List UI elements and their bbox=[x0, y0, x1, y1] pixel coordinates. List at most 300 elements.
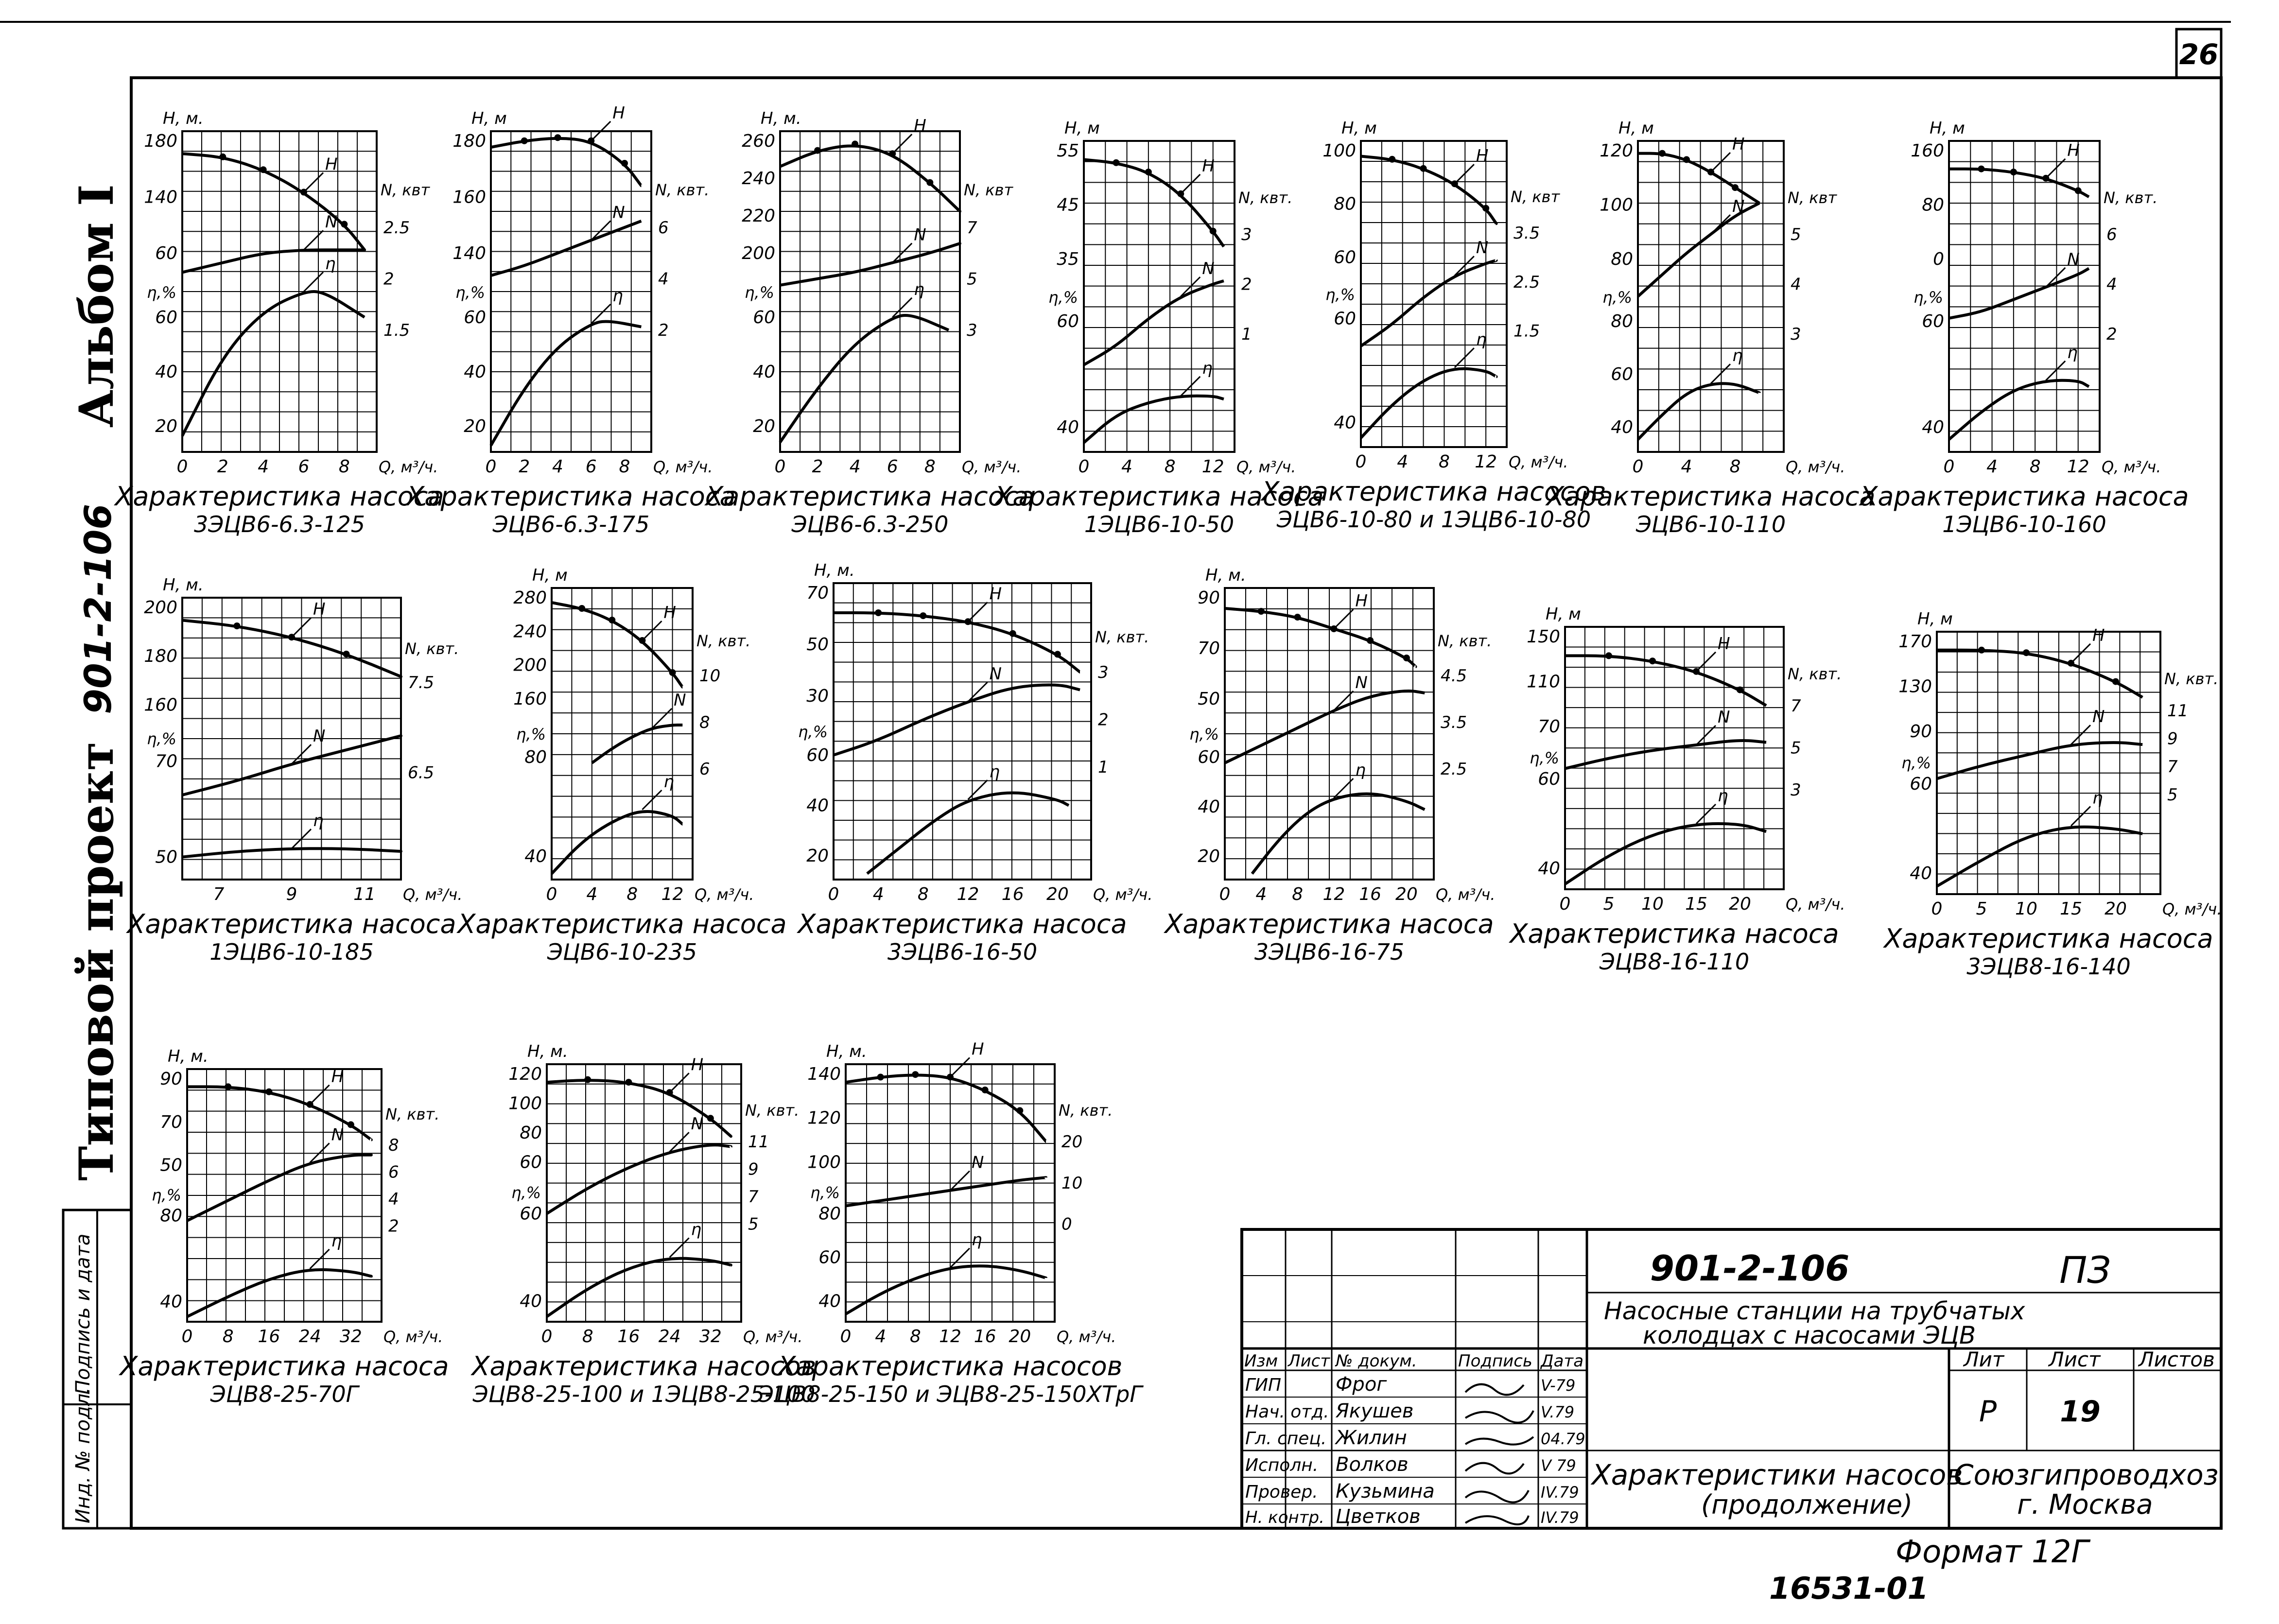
n-tick-label: 4 bbox=[658, 269, 669, 289]
curve-efficiency bbox=[780, 315, 949, 442]
curve-label: Н bbox=[1202, 156, 1215, 176]
eff-tick-label: 40 bbox=[1611, 417, 1633, 437]
n-tick-label: 10 bbox=[1061, 1173, 1083, 1193]
signer-name: Кузьмина bbox=[1336, 1480, 1435, 1503]
x-axis-label: Q, м³/ч. bbox=[743, 1328, 803, 1346]
eff-tick-label: 60 bbox=[1922, 311, 1944, 332]
x-tick-label: 8 bbox=[909, 1327, 921, 1347]
eff-tick-label: 60 bbox=[520, 1204, 542, 1224]
n-tick-label: 11 bbox=[748, 1132, 769, 1152]
x-tick-label: 2 bbox=[519, 457, 530, 477]
curve-head bbox=[1937, 650, 2142, 697]
x-tick-label: 15 bbox=[2060, 899, 2082, 919]
head-data-point bbox=[341, 221, 348, 227]
curve-head bbox=[552, 603, 682, 687]
pump-chart-13 bbox=[1882, 609, 2222, 980]
head-data-point bbox=[555, 134, 561, 141]
head-data-point bbox=[1367, 637, 1374, 644]
x-tick-label: 4 bbox=[258, 457, 269, 477]
chart-caption-line2: 1ЭЦВ6-10-50 bbox=[1084, 511, 1235, 537]
signer-row-0 bbox=[1245, 1373, 1575, 1396]
eff-axis-label: η,% bbox=[1189, 725, 1219, 743]
eff-axis-label: η,% bbox=[1901, 753, 1931, 772]
h-tick-label: 100 bbox=[1322, 141, 1356, 161]
eff-tick-label: 40 bbox=[1538, 858, 1560, 879]
h-tick-label: 70 bbox=[1198, 639, 1220, 658]
n-tick-label: 2 bbox=[1098, 710, 1109, 730]
x-axis-label: Q, м³/ч. bbox=[653, 458, 713, 476]
h-axis-label: Н, м. bbox=[826, 1042, 867, 1061]
h-tick-label: 80 bbox=[520, 1123, 542, 1143]
eff-tick-label: 40 bbox=[1922, 417, 1944, 437]
curve-efficiency bbox=[1565, 824, 1766, 884]
head-data-point bbox=[982, 1087, 989, 1093]
x-tick-label: 4 bbox=[1121, 457, 1133, 477]
curve-label: N bbox=[331, 1125, 344, 1145]
curve-label: η bbox=[1732, 346, 1743, 366]
x-axis-label: Q, м³/ч. bbox=[2162, 900, 2222, 918]
x-tick-label: 20 bbox=[1395, 884, 1418, 904]
x-tick-label: 12 bbox=[2067, 457, 2089, 477]
eff-axis-label: η,% bbox=[147, 729, 176, 748]
n-tick-label: 5 bbox=[2167, 785, 2178, 805]
head-data-point bbox=[920, 612, 926, 619]
stage-value: Р bbox=[1979, 1395, 1997, 1429]
head-data-point bbox=[1403, 655, 1410, 661]
x-tick-label: 2 bbox=[812, 457, 823, 477]
curve-label: N bbox=[989, 664, 1002, 684]
eff-tick-label: 40 bbox=[806, 795, 829, 816]
signer-row-3 bbox=[1245, 1453, 1576, 1476]
x-tick-label: 32 bbox=[339, 1327, 362, 1347]
signer-row-1 bbox=[1245, 1400, 1574, 1422]
h-tick-label: 35 bbox=[1057, 249, 1079, 270]
h-axis-label: Н, м bbox=[532, 566, 568, 585]
pump-chart-7 bbox=[1858, 119, 2189, 537]
curve-efficiency bbox=[182, 292, 365, 436]
n-tick-label: 7 bbox=[2167, 757, 2178, 777]
n-axis-label: N, квт. bbox=[745, 1101, 800, 1120]
curve-head bbox=[1565, 656, 1766, 706]
x-tick-label: 20 bbox=[1009, 1327, 1031, 1347]
x-tick-label: 0 bbox=[774, 457, 786, 477]
eff-tick-label: 60 bbox=[464, 307, 486, 328]
chart-caption-line1: Характеристика насоса bbox=[1884, 923, 2213, 954]
head-data-point bbox=[912, 1071, 919, 1078]
x-tick-label: 12 bbox=[1322, 884, 1345, 904]
x-axis-label: Q, м³/ч. bbox=[1786, 895, 1845, 914]
sheet-value: 19 bbox=[2060, 1395, 2101, 1429]
head-data-point bbox=[1210, 228, 1217, 235]
x-tick-label: 6 bbox=[298, 457, 310, 477]
x-tick-label: 6 bbox=[585, 457, 597, 477]
curve-label: η bbox=[914, 279, 924, 299]
curve-efficiency bbox=[1084, 396, 1224, 443]
head-data-point bbox=[1258, 608, 1265, 615]
curve-leader-line bbox=[950, 1058, 970, 1077]
n-tick-label: 2.5 bbox=[1514, 272, 1540, 292]
curve-power bbox=[182, 736, 401, 795]
curve-power bbox=[780, 243, 960, 285]
h-tick-label: 45 bbox=[1057, 195, 1079, 215]
pump-chart-4 bbox=[993, 119, 1323, 537]
h-tick-label: 70 bbox=[160, 1112, 182, 1132]
h-tick-label: 100 bbox=[1600, 195, 1633, 215]
chart-caption-line1: Характеристика насосов bbox=[1261, 476, 1606, 507]
signer-role: Н. контр. bbox=[1245, 1508, 1324, 1527]
header-change: Изм bbox=[1244, 1351, 1278, 1371]
x-axis-label: Q, м³/ч. bbox=[2102, 458, 2161, 476]
head-data-point bbox=[1649, 657, 1656, 664]
h-tick-label: 160 bbox=[144, 695, 177, 715]
n-tick-label: 6 bbox=[388, 1162, 399, 1182]
x-tick-label: 0 bbox=[1078, 457, 1090, 477]
curve-label: Н bbox=[691, 1055, 704, 1075]
head-data-point bbox=[1294, 614, 1301, 621]
n-tick-label: 6 bbox=[699, 760, 710, 779]
eff-tick-label: 60 bbox=[1334, 309, 1356, 329]
curve-label: η bbox=[612, 286, 623, 306]
signer-name: Якушев bbox=[1336, 1400, 1414, 1422]
x-tick-label: 2 bbox=[217, 457, 228, 477]
curve-label: Н bbox=[1476, 146, 1489, 166]
h-tick-label: 140 bbox=[452, 243, 486, 263]
title-block bbox=[1242, 1229, 2221, 1528]
n-axis-label: N, квт. bbox=[1095, 628, 1149, 646]
head-data-point bbox=[1054, 651, 1061, 657]
x-tick-label: 4 bbox=[1397, 452, 1409, 472]
n-tick-label: 4 bbox=[2106, 275, 2117, 294]
curve-label: Н bbox=[2067, 140, 2080, 160]
x-tick-label: 8 bbox=[1292, 884, 1304, 904]
pump-chart-10 bbox=[796, 561, 1152, 965]
head-data-point bbox=[625, 1079, 632, 1086]
pump-chart-16 bbox=[758, 1040, 1144, 1408]
eff-tick-label: 60 bbox=[753, 307, 775, 328]
head-data-point bbox=[926, 179, 933, 186]
x-tick-label: 0 bbox=[176, 457, 188, 477]
n-tick-label: 1.5 bbox=[383, 321, 410, 341]
h-tick-label: 60 bbox=[1334, 247, 1356, 268]
curve-label: η bbox=[325, 254, 336, 274]
curve-power bbox=[1084, 281, 1224, 365]
n-axis-label: N, квт. bbox=[405, 639, 459, 658]
x-tick-label: 12 bbox=[661, 884, 684, 904]
head-data-point bbox=[1389, 156, 1395, 163]
pump-chart-12 bbox=[1508, 605, 1845, 975]
n-tick-label: 5 bbox=[1791, 225, 1801, 244]
x-axis-label: Q, м³/ч. bbox=[1057, 1328, 1116, 1346]
curve-power bbox=[187, 1155, 371, 1221]
x-tick-label: 8 bbox=[1729, 457, 1741, 477]
eff-tick-label: 40 bbox=[1198, 797, 1220, 817]
x-tick-label: 8 bbox=[924, 457, 936, 477]
pump-characteristics-charts bbox=[113, 104, 2222, 1407]
n-tick-label: 9 bbox=[748, 1159, 759, 1179]
head-data-point bbox=[1482, 205, 1489, 212]
x-tick-label: 4 bbox=[552, 457, 563, 477]
h-tick-label: 80 bbox=[1334, 194, 1356, 214]
project-code-vertical: 901-2-106 bbox=[76, 503, 120, 714]
x-tick-label: 4 bbox=[875, 1327, 887, 1347]
chart-caption-line2: ЭЦВ8-25-100 и 1ЭЦВ8-25-100 bbox=[472, 1381, 816, 1407]
page-number: 26 bbox=[2179, 38, 2219, 71]
eff-tick-label: 40 bbox=[1057, 417, 1079, 437]
x-tick-label: 0 bbox=[1931, 899, 1943, 919]
eff-axis-label: η,% bbox=[1602, 288, 1632, 307]
curve-label: N bbox=[325, 212, 338, 232]
n-axis-label: N, квт. bbox=[655, 181, 710, 199]
head-data-point bbox=[814, 147, 821, 154]
x-tick-label: 16 bbox=[617, 1327, 640, 1347]
head-data-point bbox=[1659, 150, 1666, 157]
x-tick-label: 5 bbox=[1603, 894, 1615, 914]
n-axis-label: N, квт. bbox=[1059, 1101, 1113, 1120]
x-tick-label: 8 bbox=[222, 1327, 234, 1347]
h-tick-label: 160 bbox=[513, 689, 547, 709]
curve-leader-line bbox=[2071, 725, 2090, 744]
header-sheet: Лист bbox=[1288, 1351, 1330, 1371]
x-axis-label: Q, м³/ч. bbox=[962, 458, 1022, 476]
curve-power bbox=[592, 725, 682, 763]
n-tick-label: 6 bbox=[658, 218, 669, 238]
h-axis-label: Н, м bbox=[1930, 119, 1965, 138]
h-tick-label: 140 bbox=[144, 187, 177, 207]
n-axis-label: N, квт bbox=[964, 181, 1013, 199]
x-tick-label: 24 bbox=[298, 1327, 321, 1347]
x-tick-label: 16 bbox=[974, 1327, 996, 1347]
h-tick-label: 30 bbox=[806, 686, 829, 706]
x-tick-label: 0 bbox=[541, 1327, 553, 1347]
h-tick-label: 70 bbox=[806, 583, 829, 603]
n-axis-label: N, квт. bbox=[1238, 189, 1293, 207]
bottom-number: 16531-01 bbox=[1769, 1571, 1929, 1606]
h-tick-label: 90 bbox=[160, 1069, 182, 1089]
n-axis-label: N, квт. bbox=[696, 632, 751, 650]
curve-label: N bbox=[674, 691, 686, 710]
x-tick-label: 4 bbox=[586, 884, 598, 904]
h-tick-label: 180 bbox=[144, 131, 177, 151]
x-tick-label: 10 bbox=[1641, 894, 1664, 914]
signer-role: Нач. отд. bbox=[1245, 1402, 1329, 1422]
head-data-point bbox=[234, 622, 241, 629]
head-data-point bbox=[1016, 1107, 1023, 1114]
curve-label: N bbox=[1355, 673, 1368, 692]
signer-role: Исполн. bbox=[1245, 1455, 1319, 1475]
n-tick-label: 3.5 bbox=[1514, 224, 1540, 243]
head-data-point bbox=[707, 1115, 714, 1122]
x-tick-label: 4 bbox=[849, 457, 861, 477]
n-tick-label: 20 bbox=[1061, 1132, 1083, 1152]
eff-tick-label: 40 bbox=[160, 1292, 182, 1312]
curve-head bbox=[182, 620, 401, 676]
chart-caption-line2: 3ЭЦВ6-16-50 bbox=[887, 939, 1038, 965]
chart-caption-line1: Характеристика насоса bbox=[1860, 481, 2189, 512]
curve-label: η bbox=[2067, 343, 2078, 363]
h-tick-label: 50 bbox=[160, 1155, 182, 1175]
n-tick-label: 3 bbox=[1791, 324, 1801, 344]
eff-tick-label: 60 bbox=[1910, 774, 1932, 795]
curve-efficiency bbox=[1361, 369, 1496, 438]
eff-tick-label: 80 bbox=[524, 747, 547, 767]
h-axis-label: Н, м bbox=[1064, 119, 1100, 138]
curve-leader-line bbox=[670, 1238, 689, 1258]
curve-leader-line bbox=[968, 602, 988, 622]
x-tick-label: 32 bbox=[699, 1327, 722, 1347]
h-tick-label: 70 bbox=[1538, 717, 1560, 737]
x-axis-label: Q, м³/ч. bbox=[1509, 453, 1568, 471]
n-axis-label: N, квт. bbox=[2104, 189, 2158, 207]
n-tick-label: 5 bbox=[1791, 738, 1801, 758]
h-axis-label: Н, м. bbox=[814, 561, 855, 580]
h-axis-label: Н, м. bbox=[163, 109, 204, 128]
head-data-point bbox=[348, 1121, 354, 1128]
curve-efficiency bbox=[552, 812, 682, 874]
head-data-point bbox=[852, 140, 858, 147]
n-tick-label: 3 bbox=[967, 321, 977, 341]
n-tick-label: 11 bbox=[2167, 701, 2189, 721]
chart-caption-line2: 3ЭЦВ8-16-140 bbox=[1966, 953, 2131, 980]
chart-frame bbox=[1638, 141, 1784, 452]
h-tick-label: 170 bbox=[1898, 632, 1932, 652]
x-axis-label: Q, м³/ч. bbox=[1786, 458, 1845, 476]
head-data-point bbox=[1009, 630, 1016, 637]
x-tick-label: 0 bbox=[1355, 452, 1367, 472]
head-data-point bbox=[2075, 187, 2082, 194]
x-tick-label: 0 bbox=[840, 1327, 852, 1347]
curve-leader-line bbox=[1711, 215, 1730, 234]
h-tick-label: 160 bbox=[452, 187, 486, 207]
curve-leader-line bbox=[1711, 364, 1730, 383]
eff-tick-label: 60 bbox=[818, 1247, 841, 1268]
curve-leader-line bbox=[1696, 804, 1716, 824]
head-data-point bbox=[1737, 687, 1743, 693]
curve-label: N bbox=[313, 726, 326, 746]
head-data-point bbox=[877, 1074, 884, 1081]
h-tick-label: 120 bbox=[807, 1108, 841, 1128]
eff-tick-label: 60 bbox=[1198, 747, 1220, 767]
x-tick-label: 9 bbox=[286, 884, 297, 904]
eff-tick-label: 40 bbox=[464, 362, 486, 382]
curve-leader-line bbox=[304, 230, 323, 250]
chart-caption-line1: Характеристика насоса bbox=[1165, 909, 1494, 939]
signer-row-2 bbox=[1245, 1427, 1585, 1449]
h-axis-label: Н, м bbox=[1546, 605, 1581, 624]
x-tick-label: 0 bbox=[1559, 894, 1571, 914]
h-tick-label: 180 bbox=[452, 131, 486, 151]
h-tick-label: 200 bbox=[742, 243, 775, 263]
n-tick-label: 7 bbox=[748, 1187, 759, 1207]
x-tick-label: 20 bbox=[2105, 899, 2127, 919]
signer-role: Гл. спец. bbox=[1245, 1429, 1327, 1449]
head-data-point bbox=[265, 1088, 272, 1095]
head-data-point bbox=[225, 1083, 231, 1090]
pump-chart-11 bbox=[1163, 566, 1495, 965]
x-tick-label: 11 bbox=[353, 884, 376, 904]
eff-axis-label: η,% bbox=[798, 723, 828, 742]
x-tick-label: 20 bbox=[1729, 894, 1751, 914]
album-label: Альбом I bbox=[69, 184, 124, 428]
eff-tick-label: 80 bbox=[1611, 311, 1633, 332]
n-axis-label: N, квт bbox=[381, 181, 430, 199]
x-tick-label: 16 bbox=[1359, 884, 1382, 904]
h-axis-label: Н, м bbox=[1917, 609, 1953, 629]
eff-tick-label: 40 bbox=[753, 362, 775, 382]
h-tick-label: 100 bbox=[508, 1093, 542, 1114]
curve-label: Н bbox=[989, 584, 1002, 604]
curve-leader-line bbox=[1455, 348, 1474, 367]
x-tick-label: 8 bbox=[917, 884, 929, 904]
n-tick-label: 2.5 bbox=[1441, 760, 1467, 779]
x-tick-label: 8 bbox=[1438, 452, 1450, 472]
signer-name: Волков bbox=[1336, 1453, 1409, 1476]
chart-caption-line2: ЭЦВ8-16-110 bbox=[1599, 949, 1750, 975]
curve-label: Н bbox=[914, 116, 926, 136]
n-tick-label: 8 bbox=[699, 713, 710, 732]
curve-efficiency bbox=[867, 793, 1069, 874]
eff-tick-label: 20 bbox=[806, 846, 829, 866]
chart-caption-line2: 1ЭЦВ6-10-185 bbox=[209, 939, 374, 965]
eff-axis-label: η,% bbox=[1530, 748, 1559, 767]
eff-tick-label: 40 bbox=[524, 847, 547, 866]
x-tick-label: 0 bbox=[1219, 884, 1231, 904]
description-line2: колодцах с насосами ЭЦВ bbox=[1643, 1321, 1976, 1349]
eff-tick-label: 60 bbox=[155, 307, 177, 328]
curve-label: Н bbox=[1355, 591, 1368, 611]
h-tick-label: 50 bbox=[806, 634, 829, 655]
x-tick-label: 0 bbox=[485, 457, 497, 477]
x-tick-label: 8 bbox=[626, 884, 638, 904]
curve-label: η bbox=[989, 762, 1000, 782]
curve-label: N bbox=[972, 1153, 984, 1173]
chart-caption-line2: 1ЭЦВ6-10-160 bbox=[1942, 511, 2106, 537]
eff-axis-label: η,% bbox=[1048, 288, 1078, 307]
x-axis-label: Q, м³/ч. bbox=[383, 1328, 443, 1346]
sheet-label: Лист bbox=[2049, 1348, 2101, 1371]
n-tick-label: 2.5 bbox=[383, 218, 410, 238]
eff-tick-label: 80 bbox=[160, 1206, 182, 1226]
curve-label: Н bbox=[331, 1067, 344, 1087]
head-data-point bbox=[343, 651, 350, 657]
x-tick-label: 12 bbox=[939, 1327, 961, 1347]
doc-code: 901-2-106 bbox=[1650, 1248, 1850, 1289]
n-tick-label: 2 bbox=[388, 1216, 399, 1236]
header-date: Дата bbox=[1541, 1351, 1584, 1371]
curve-head bbox=[1949, 169, 2089, 197]
head-data-point bbox=[1113, 159, 1119, 166]
curve-label: η bbox=[313, 811, 324, 831]
project-label: Типовой проект bbox=[69, 742, 124, 1181]
sheet-title-line2: (продолжение) bbox=[1701, 1489, 1913, 1520]
x-tick-label: 20 bbox=[1046, 884, 1069, 904]
signer-role: ГИП bbox=[1245, 1375, 1282, 1395]
chart-caption-line1: Характеристика насоса bbox=[120, 1351, 449, 1382]
x-axis-label: Q, м³/ч. bbox=[379, 458, 438, 476]
h-tick-label: 80 bbox=[1922, 195, 1944, 215]
n-tick-label: 2 bbox=[658, 321, 669, 341]
x-tick-label: 8 bbox=[338, 457, 350, 477]
curve-head bbox=[491, 138, 641, 186]
x-axis-label: Q, м³/ч. bbox=[695, 885, 754, 904]
eff-tick-label: 40 bbox=[1910, 863, 1932, 883]
sheets-label: Листов bbox=[2139, 1348, 2215, 1371]
curve-label: Н bbox=[1718, 634, 1730, 654]
eff-tick-label: 50 bbox=[155, 847, 177, 867]
x-tick-label: 12 bbox=[957, 884, 979, 904]
curve-label: η bbox=[1476, 330, 1487, 350]
x-tick-label: 4 bbox=[1986, 457, 1998, 477]
h-tick-label: 180 bbox=[144, 646, 177, 667]
